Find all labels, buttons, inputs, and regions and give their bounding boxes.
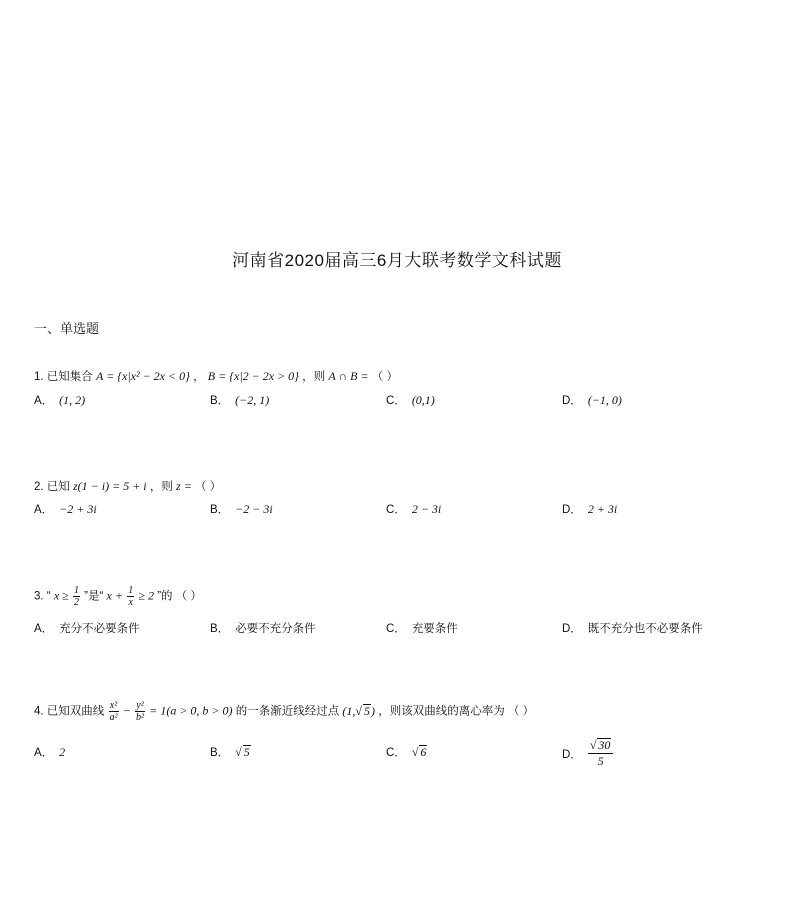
- answer-blank: （ ）: [507, 705, 535, 718]
- fraction-denominator: a²: [109, 712, 118, 723]
- question-text: ，则: [149, 481, 173, 493]
- question-text: ，则该双曲线的离心率为: [378, 705, 505, 718]
- option-letter: B．: [210, 395, 230, 407]
- question-number: 4.: [34, 705, 44, 718]
- question-text: 的一条渐近线经过点: [235, 705, 340, 718]
- section-heading-single-choice: 一、单选题: [34, 321, 100, 336]
- point-close: ): [371, 703, 376, 718]
- question-number: 3.: [34, 590, 44, 603]
- point-open: (1,: [342, 703, 356, 718]
- option-b: [210, 392, 269, 408]
- minus-sign: −: [122, 703, 131, 718]
- question-3: [34, 585, 202, 608]
- option-text: 充分不必要条件: [59, 623, 140, 635]
- option-letter: B．: [210, 747, 230, 759]
- option-d: [562, 738, 613, 769]
- fraction-denominator: b²: [136, 712, 145, 723]
- condition-expression: ≥ 2: [138, 588, 154, 603]
- radical-sign: √: [411, 745, 419, 759]
- question-2: [34, 478, 221, 494]
- question-4: [34, 700, 534, 723]
- fraction-numerator: y²: [136, 700, 144, 711]
- question-number: 1.: [34, 371, 44, 383]
- option-text: −2 − 3i: [235, 502, 273, 516]
- fraction-one-over-x: [127, 585, 134, 608]
- fraction-denominator: 2: [73, 597, 79, 608]
- radical-sign: √: [355, 703, 363, 718]
- answer-blank: （ ）: [195, 481, 222, 493]
- option-text: 充要条件: [411, 623, 458, 635]
- option-letter: C．: [386, 395, 406, 407]
- condition-expression: x +: [106, 588, 123, 603]
- option-letter: A．: [34, 395, 54, 407]
- fraction-numerator: [588, 738, 614, 754]
- question-number: 2.: [34, 481, 44, 493]
- option-a: [34, 744, 65, 760]
- option-letter: D．: [562, 504, 582, 516]
- option-letter: A．: [34, 623, 54, 635]
- radicand: 5: [243, 745, 250, 759]
- question-text: 已知集合: [46, 371, 93, 383]
- answer-blank: （ ）: [175, 590, 202, 603]
- option-letter: D．: [562, 395, 582, 407]
- option-letter: A．: [34, 504, 54, 516]
- option-letter: B．: [210, 623, 230, 635]
- option-text: 既不充分也不必要条件: [587, 623, 703, 635]
- radical-sign: √: [235, 745, 242, 759]
- quote-open: “: [46, 590, 51, 603]
- option-a: [34, 501, 97, 517]
- option-letter: A．: [34, 747, 54, 759]
- separator: ，: [193, 371, 205, 383]
- radicand: 30: [598, 738, 611, 752]
- fraction-y2-over-b2: [135, 700, 145, 723]
- option-text: (0,1): [411, 393, 435, 407]
- option-text: [588, 738, 614, 769]
- question-text: ”是“: [84, 590, 104, 603]
- fraction-numerator: x²: [109, 700, 118, 711]
- radicand: 5: [364, 703, 371, 718]
- answer-blank: （ ）: [371, 371, 398, 383]
- fraction-denominator: 5: [597, 754, 604, 768]
- unknown-expression: z =: [176, 479, 192, 493]
- option-c: [386, 744, 427, 760]
- fraction-numerator: 1: [128, 585, 134, 596]
- question-text: 已知双曲线: [46, 705, 105, 718]
- option-text: 2 + 3i: [587, 502, 618, 516]
- option-letter: C．: [386, 504, 406, 516]
- option-text: (1, 2): [59, 393, 86, 407]
- document-title: 河南省2020届高三6月大联考数学文科试题: [232, 251, 562, 270]
- option-d: [562, 501, 617, 517]
- option-text: (−1, 0): [587, 393, 622, 407]
- option-text: [412, 745, 428, 759]
- option-letter: C．: [386, 747, 406, 759]
- fraction-denominator: x: [128, 597, 133, 608]
- radical-sign: √: [589, 738, 597, 752]
- option-text: 2: [59, 745, 66, 759]
- question-text: ，则: [302, 371, 326, 383]
- condition-expression: x ≥: [53, 588, 69, 603]
- option-text: [235, 745, 251, 759]
- option-letter: D．: [562, 748, 582, 761]
- equation: z(1 − i) = 5 + i: [73, 479, 147, 493]
- radicand: 6: [420, 745, 427, 759]
- intersection-expression: A ∩ B =: [328, 369, 369, 383]
- fraction-numerator: 1: [73, 585, 79, 596]
- set-a-expression: A = {x|x² − 2x < 0}: [96, 369, 190, 383]
- option-text: 必要不充分条件: [235, 623, 316, 635]
- question-1: [34, 368, 398, 384]
- hyperbola-condition: = 1(a > 0, b > 0): [149, 703, 233, 718]
- option-letter: C．: [386, 623, 406, 635]
- point-expression: [342, 704, 375, 718]
- option-text: (−2, 1): [235, 393, 270, 407]
- option-letter: D．: [562, 623, 582, 635]
- option-text: 2 − 3i: [411, 502, 442, 516]
- option-text: −2 + 3i: [59, 502, 97, 516]
- option-b: [210, 620, 316, 636]
- question-text: ”的: [157, 590, 173, 603]
- question-text: 已知: [46, 481, 70, 493]
- option-a: [34, 392, 85, 408]
- fraction-x2-over-a2: [109, 700, 119, 723]
- option-a: [34, 620, 140, 636]
- set-b-expression: B = {x|2 − 2x > 0}: [207, 369, 299, 383]
- option-c: [386, 501, 441, 517]
- option-b: [210, 501, 273, 517]
- option-letter: B．: [210, 504, 230, 516]
- fraction-one-half: [73, 585, 80, 608]
- option-d: [562, 392, 622, 408]
- option-c: [386, 620, 458, 636]
- option-b: [210, 744, 251, 760]
- option-c: [386, 392, 435, 408]
- option-d: [562, 620, 703, 636]
